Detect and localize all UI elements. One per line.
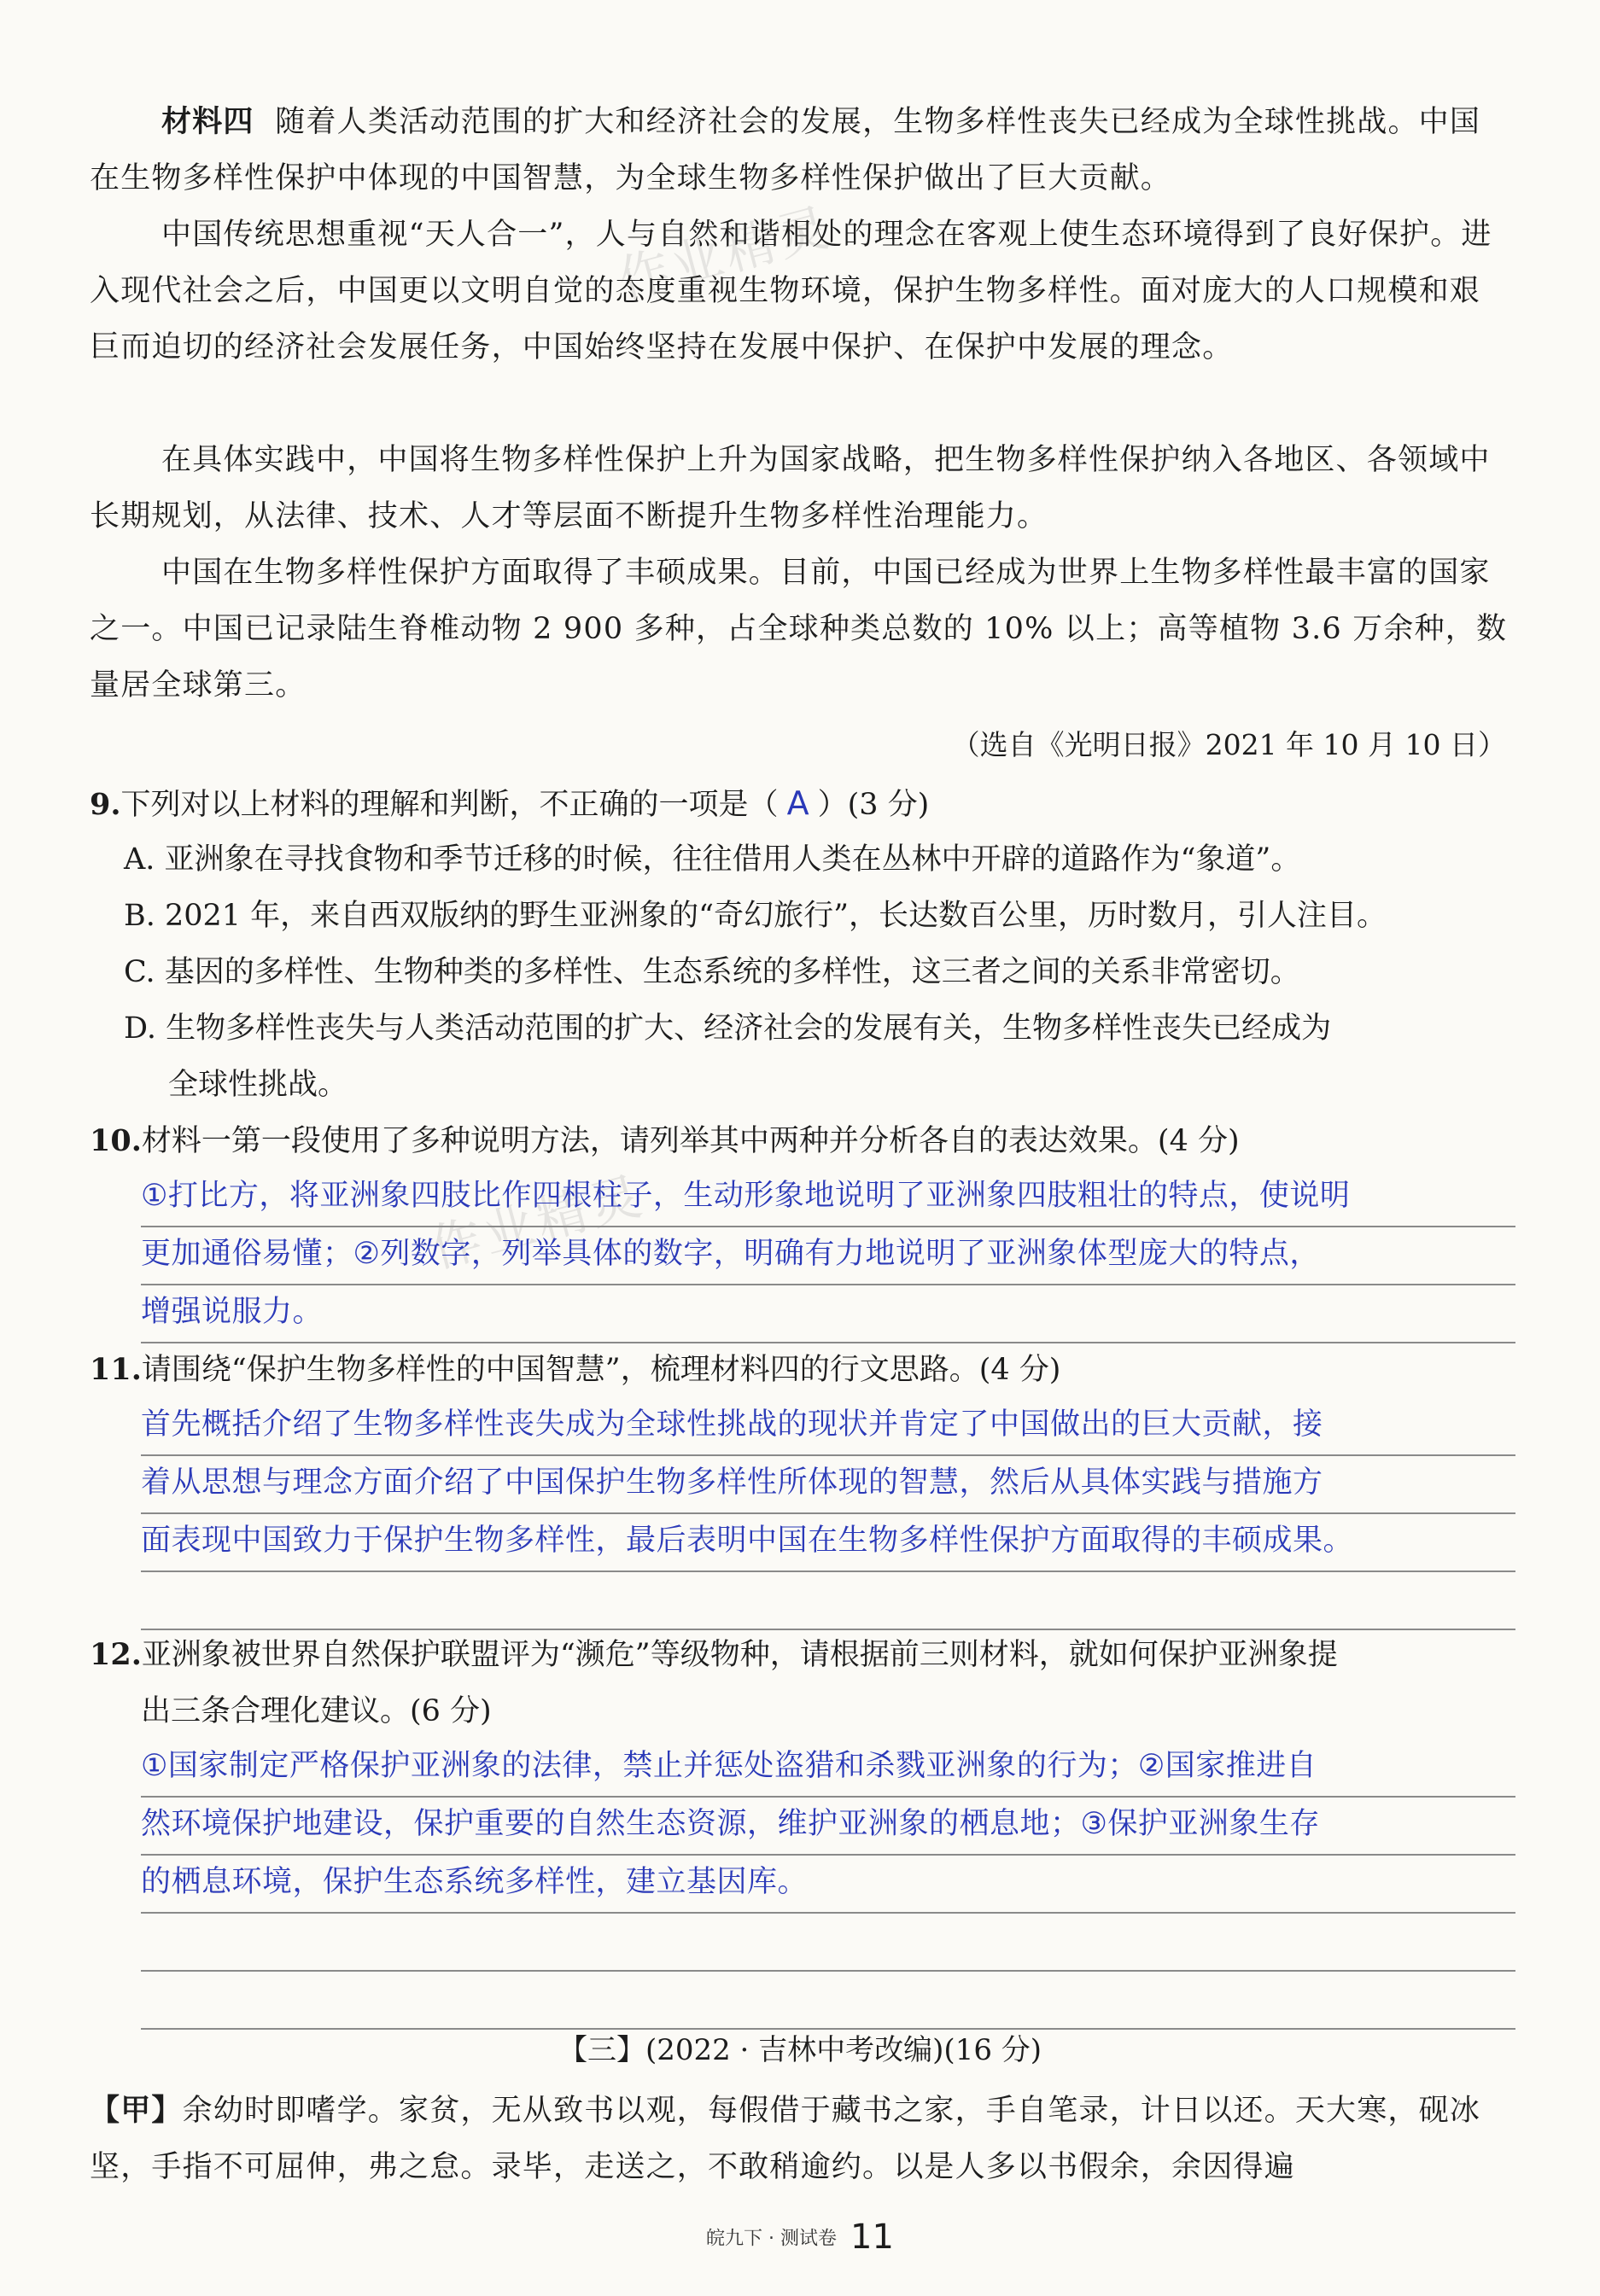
question-number: 12. (90, 1637, 142, 1672)
answer-line: 面表现中国致力于保护生物多样性，最后表明中国在生物多样性保护方面取得的丰硕成果。 (141, 1514, 1515, 1572)
material4-label: 材料四 (161, 104, 254, 139)
answer-line (141, 1972, 1515, 2030)
page-footer (0, 2217, 1600, 2257)
question-9-option-d-continued: 全球性挑战。 (168, 1068, 348, 1102)
material4-paragraph-3: 在具体实践中，中国将生物多样性保护上升为国家战略，把生物多样性保护纳入各地区、各领域中长期规划，从法律、技术、人才等层面不断提升生物多样性治理能力。 (90, 443, 1491, 533)
footer-label: 皖九下 · 测试卷 (706, 2228, 838, 2250)
question-9-option-b: B. 2021 年，来自西双版纳的野生亚洲象的“奇幻旅行”，长达数百公里，历时数月，引人注目。 (124, 899, 1387, 933)
answer-line: ①打比方，将亚洲象四肢比作四根柱子，生动形象地说明了亚洲象四肢粗壮的特点，使说明 (141, 1169, 1515, 1227)
question-12-answer-area (141, 1739, 1515, 2030)
answer-line: 更加通俗易懂；②列数字，列举具体的数字，明确有力地说明了亚洲象体型庞大的特点， (141, 1227, 1515, 1285)
answer-line: 首先概括介绍了生物多样性丧失成为全球性挑战的现状并肯定了中国做出的巨大贡献，接 (141, 1398, 1515, 1456)
answer-line (141, 1572, 1515, 1630)
material4-paragraph-2: 中国传统思想重视“天人合一”，人与自然和谐相处的理念在客观上使生态环境得到了良好保护。进入现代社会之后，中国更以文明自觉的态度重视生物环境，保护生物多样性。面对庞大的人口规模和艰巨而迫切的经济社会发展任务，中国始终坚持在发展中保护、在保护中发展的理念。 (90, 218, 1492, 364)
question-11-stem: 11.请围绕“保护生物多样性的中国智慧”，梳理材料四的行文思路。(4 分) (90, 1352, 1061, 1387)
question-9-option-c: C. 基因的多样性、生物种类的多样性、生态系统的多样性，这三者之间的关系非常密切。 (124, 955, 1300, 989)
answer-line: 的栖息环境，保护生态系统多样性，建立基因库。 (141, 1856, 1515, 1914)
question-12-stem: 12.亚洲象被世界自然保护联盟评为“濒危”等级物种，请根据前三则材料，就如何保护亚洲象提 (90, 1637, 1338, 1672)
question-9-option-a: A. 亚洲象在寻找食物和季节迁移的时候，往往借用人类在丛林中开辟的道路作为“象道”。 (124, 842, 1301, 877)
page-number: 11 (850, 2217, 894, 2257)
question-9-answer: A (786, 784, 809, 822)
question-10-stem: 10.材料一第一段使用了多种说明方法，请列举其中两种并分析各自的表达效果。(4 分) (90, 1123, 1240, 1158)
question-9-option-d: D. 生物多样性丧失与人类活动范围的扩大、经济社会的发展有关，生物多样性丧失已经成为 (124, 1011, 1332, 1046)
jia-label: 【甲】 (90, 2093, 183, 2128)
question-number: 11. (90, 1352, 142, 1387)
material4-paragraph-1: 材料四 随着人类活动范围的扩大和经济社会的发展，生物多样性丧失已经成为全球性挑战。中国在生物多样性保护中体现的中国智慧，为全球生物多样性保护做出了巨大贡献。 (90, 104, 1481, 195)
question-12-stem-continued: 出三条合理化建议。(6 分) (141, 1694, 492, 1728)
watermark: 作业精灵 (611, 196, 838, 312)
question-number: 9. (90, 787, 121, 822)
question-10-answer-area (141, 1169, 1515, 1343)
watermark: 作业精灵 (423, 1165, 651, 1280)
question-9-stem: 9.下列对以上材料的理解和判断，不正确的一项是（ A ）(3 分) (90, 784, 930, 822)
question-number: 10. (90, 1123, 142, 1158)
material4-paragraph-4: 中国在生物多样性保护方面取得了丰硕成果。目前，中国已经成为世界上生物多样性最丰富的国家之一。中国已记录陆生脊椎动物 2 900 多种，占全球种类总数的 10% 以上；高等植物 3.6 万余种，数量居全球第三。 (90, 556, 1508, 702)
section-3-title: 【三】(2022 · 吉林中考改编)(16 分) (558, 2033, 1042, 2067)
answer-line: 增强说服力。 (141, 1285, 1515, 1343)
material4-source: （选自《光明日报》2021 年 10 月 10 日） (951, 728, 1506, 761)
answer-line: 然环境保护地建设，保护重要的自然生态资源，维护亚洲象的栖息地；③保护亚洲象生存 (141, 1798, 1515, 1856)
answer-line: ①国家制定严格保护亚洲象的法律，禁止并惩处盗猎和杀戮亚洲象的行为；②国家推进自 (141, 1739, 1515, 1798)
answer-line: 着从思想与理念方面介绍了中国保护生物多样性所体现的智慧，然后从具体实践与措施方 (141, 1456, 1515, 1514)
question-11-answer-area (141, 1398, 1515, 1630)
answer-line (141, 1914, 1515, 1972)
section-3-jia-text: 【甲】余幼时即嗜学。家贫，无从致书以观，每假借于藏书之家，手自笔录，计日以还。天大寒，砚冰坚，手指不可屈伸，弗之怠。录毕，走送之，不敢稍逾约。以是人多以书假余，余因得遍 (90, 2093, 1481, 2184)
